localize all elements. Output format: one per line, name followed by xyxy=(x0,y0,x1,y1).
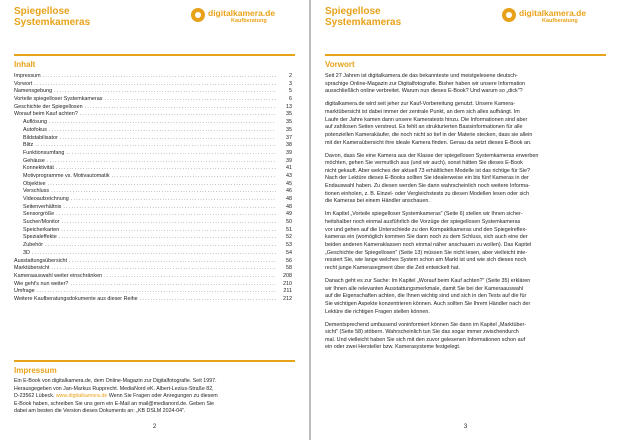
left-page xyxy=(0,0,309,440)
toc-entry[interactable] xyxy=(14,234,292,242)
toc-entry-label: Sucher/Monitor xyxy=(23,219,60,226)
paragraph-line: digitalkamera.de wird seit jeher zur Kauf-Vorbereitung genutzt. Unsere Kamera- xyxy=(325,101,515,108)
toc-entry-label: Spezialeffekte xyxy=(23,234,57,241)
toc-entry-page: 48 xyxy=(286,196,292,202)
paragraph-line: marktübersicht ist dabei immer der zentrale Punkt, an dem sich alles aufhängt. Im xyxy=(325,108,520,115)
toc-entry[interactable] xyxy=(14,142,292,150)
toc-leader-dots xyxy=(60,135,276,143)
paragraph-line: die Kameras bei einem Händler anschauen. xyxy=(325,198,430,205)
toc-entry-label: Vorteile spiegelloser Systemkameras xyxy=(14,96,103,103)
impressum-text xyxy=(14,378,294,416)
toc-entry-page: 211 xyxy=(283,288,292,295)
paragraph-line: potenziellen Kamerakäufer, die noch nicht so tief in der Materie stecken, dass sie allein xyxy=(325,131,533,138)
toc-entry[interactable] xyxy=(14,288,292,296)
paragraph-line: tionen einholen, z. B. Einzel- oder Vergleichstests zu diesen Modellen lesen oder sich xyxy=(325,190,530,197)
toc-entry[interactable] xyxy=(14,250,292,258)
logo-aperture-icon xyxy=(191,8,205,22)
toc-entry[interactable] xyxy=(14,227,292,235)
paragraph-line: auf zahllosen Seiten verstreut. Es fehlt an strukturierten Basisinformationen für alle xyxy=(325,124,523,131)
toc-leader-dots xyxy=(140,296,276,304)
toc-entry-page: 49 xyxy=(286,211,292,218)
paragraph-line: ressiert Sie, wie lange welches System schon am Markt ist und wie sich dieses noch xyxy=(325,257,527,264)
toc-entry-label: Ausstattungsübersicht xyxy=(14,257,68,264)
toc-leader-dots xyxy=(71,196,276,204)
toc-entry-label: Namensgebung xyxy=(14,88,53,95)
toc-leader-dots xyxy=(69,258,276,266)
toc-entry[interactable] xyxy=(14,181,292,189)
toc-leader-dots xyxy=(80,111,276,119)
toc-leader-dots xyxy=(45,242,276,250)
paragraph-line: Laufe der Jahre kamen dann unsere Kameratests hinzu. Die Informationen sind aber xyxy=(325,116,528,123)
foreword-paragraph xyxy=(325,322,607,353)
paragraph-line: möchten, gehen Sie vermutlich aus (und wir auch), sonst hätten Sie dieses E-Book xyxy=(325,160,523,167)
toc-leader-dots xyxy=(62,219,276,227)
toc-entry[interactable] xyxy=(14,104,292,112)
toc-entry[interactable] xyxy=(14,204,292,212)
toc-entry-label: Weitere Kaufberatungsdokumente aus dieser Reihe xyxy=(14,295,138,302)
impressum-line: Herausgegeben von Jan-Markus Rupprecht. MediaNord eK. Albert-Lezius-Straße 82, xyxy=(14,385,214,392)
toc-entry-label: Kameraauswahl weiter einschränken xyxy=(14,272,103,279)
table-of-contents xyxy=(14,73,292,304)
impressum-contact-text: Wenn Sie Fragen oder Anregungen zu diesem xyxy=(108,393,218,400)
toc-entry[interactable] xyxy=(14,188,292,196)
toc-leader-dots xyxy=(35,142,276,150)
paragraph-line: Endauswahl haben. Zu diesen werden Sie dann wahrscheinlich noch weitere Informa- xyxy=(325,183,530,190)
toc-entry-page: 53 xyxy=(286,242,292,249)
toc-entry-label: Auflösung xyxy=(23,119,47,126)
paragraph-line: heitshalber noch einmal ausführlich die Vorzüge der spiegellosen Systemkameras xyxy=(325,219,521,226)
toc-leader-dots xyxy=(51,265,276,273)
right-page xyxy=(311,0,620,440)
toc-entry[interactable] xyxy=(14,127,292,135)
toc-leader-dots xyxy=(43,73,276,81)
paragraph-line: sicht" (Seite 58) stöbern. Wahrscheinlich tun Sie das sogar immer zwischendurch xyxy=(325,329,519,336)
paragraph-line: vor und gehen auf die Unterschiede zu den Kompaktkameras und den Spiegelreflex- xyxy=(325,226,527,233)
toc-entry-label: Umfrage xyxy=(14,288,35,295)
toc-entry-page: 38 xyxy=(286,142,292,149)
toc-entry-page: 43 xyxy=(286,172,292,179)
impressum-line xyxy=(14,393,294,401)
toc-entry-page: 35 xyxy=(286,119,292,126)
toc-entry-label: 3D xyxy=(23,249,30,256)
toc-entry-label: Geschichte der Spiegellosen xyxy=(14,103,83,110)
toc-entry[interactable] xyxy=(14,165,292,173)
paragraph-line: kameras ein (womöglich kommen Sie dann noch zu dem Schluss, sich auch eine der xyxy=(325,234,528,241)
paragraph-line: wir Ihnen alle relevanten Ausstattungsmerkmale, damit Sie bei der Kameraauswahl xyxy=(325,285,524,292)
toc-entry-label: Sensorgröße xyxy=(23,211,55,218)
toc-entry[interactable] xyxy=(14,150,292,158)
toc-entry-page: 50 xyxy=(286,219,292,226)
toc-leader-dots xyxy=(70,281,276,289)
foreword-paragraph xyxy=(325,101,607,147)
section-title: Vorwort xyxy=(325,60,355,69)
toc-entry[interactable] xyxy=(14,173,292,181)
foreword-paragraph xyxy=(325,153,607,207)
toc-entry-page: 37 xyxy=(286,134,292,141)
toc-entry[interactable] xyxy=(14,219,292,227)
foreword-text xyxy=(325,73,607,357)
toc-leader-dots xyxy=(85,104,276,112)
toc-entry-label: Vorwort xyxy=(14,80,33,87)
toc-title: Inhalt xyxy=(14,60,36,69)
toc-entry[interactable] xyxy=(14,119,292,127)
impressum-line: dabei am besten die Version dieses Dokuments an: „KB DSLM 2024-04". xyxy=(14,408,186,415)
paragraph-line: mit der Kameraübersicht ihre ideale Kamera finden. Genau da setzt dieses E-Book an. xyxy=(325,139,532,146)
website-link[interactable]: www.digitalkamera.de xyxy=(55,393,108,400)
paragraph-line: Sie wichtigen Aspekte konzentrieren können. Auch sollten Sie Ihrem Händler nach der xyxy=(325,300,531,307)
toc-entry-page: 35 xyxy=(286,111,292,118)
toc-leader-dots xyxy=(112,173,276,181)
foreword-paragraph xyxy=(325,211,607,272)
toc-entry[interactable] xyxy=(14,88,292,96)
toc-entry-page: 41 xyxy=(286,165,292,172)
impressum-line: Ein E-Book von digitalkamera.de, dem Online-Magazin zur Digitalfotografie. Seit 1997. xyxy=(14,378,217,384)
toc-entry[interactable] xyxy=(14,73,292,81)
toc-entry-page: 51 xyxy=(286,226,292,233)
paragraph-line: Lektüre die richtigen Fragen stellen können. xyxy=(325,308,430,315)
toc-leader-dots xyxy=(47,181,276,189)
toc-entry-label: Bildstabilisator xyxy=(23,134,58,141)
toc-entry-page: 58 xyxy=(286,265,292,272)
toc-entry-page: 46 xyxy=(286,188,292,195)
toc-leader-dots xyxy=(47,158,276,166)
toc-entry-page: 210 xyxy=(283,280,292,287)
toc-entry-page: 2 xyxy=(289,73,292,79)
paragraph-line: Dementsprechend umfassend voninformiert können Sie dann im Kapitel „Marktüber- xyxy=(325,321,527,328)
toc-entry-page: 3 xyxy=(289,80,292,87)
toc-entry-page: 56 xyxy=(286,257,292,264)
toc-entry-page: 5 xyxy=(289,88,292,95)
toc-entry-page: 35 xyxy=(286,126,292,133)
toc-leader-dots xyxy=(56,211,276,219)
logo-subtitle: Kaufberatung xyxy=(231,18,267,24)
digitalkamera-logo xyxy=(502,8,606,28)
toc-leader-dots xyxy=(51,188,276,196)
toc-leader-dots xyxy=(104,96,276,104)
paragraph-line: Seit 27 Jahren ist digitalkamera.de das bekannteste und meistgelesene deutsch- xyxy=(325,73,518,79)
paragraph-line: ausschließlich online verbreitet. Warum nun dieses E-Book? Und warum so „dick"? xyxy=(325,88,523,95)
header-title xyxy=(14,7,90,28)
toc-entry-page: 52 xyxy=(286,234,292,241)
toc-entry[interactable] xyxy=(14,111,292,119)
toc-entry[interactable] xyxy=(14,242,292,250)
header-divider xyxy=(325,54,606,56)
toc-entry[interactable] xyxy=(14,211,292,219)
paragraph-line: Davon, dass Sie eine Kamera aus der Klasse der spiegellosen Systemkameras erwerben xyxy=(325,152,539,159)
toc-entry-page: 48 xyxy=(286,203,292,210)
foreword-paragraph xyxy=(325,73,607,96)
toc-entry[interactable] xyxy=(14,273,292,281)
paragraph-line: „Geschichte der Spiegellosen" (Seite 13) müssen Sie nicht lesen, aber vielleicht inte- xyxy=(325,249,528,256)
toc-entry-label: Marktübersicht xyxy=(14,265,50,272)
logo-aperture-icon xyxy=(502,8,516,22)
toc-entry-label: Seitenverhältnis xyxy=(23,203,62,210)
digitalkamera-logo xyxy=(191,8,295,28)
toc-entry-page: 13 xyxy=(286,103,292,110)
impressum-address: D-23562 Lübeck. xyxy=(14,393,55,400)
toc-entry-label: Autofokus xyxy=(23,126,47,133)
paragraph-line: sprachige Online-Magazin zur Digitalfotografie. Bisher haben wir unsere Information xyxy=(325,80,526,87)
toc-entry[interactable] xyxy=(14,81,292,89)
paragraph-line: mal. Und vielleicht haben Sie sich mit den zuvor gelesenen Informationen schon auf xyxy=(325,336,526,343)
toc-leader-dots xyxy=(49,127,276,135)
toc-leader-dots xyxy=(49,119,276,127)
toc-entry-page: 39 xyxy=(286,149,292,156)
paragraph-line: auf die Eigenschaften achten, die Ihnen wichtig sind und sich in den Tests auf die für xyxy=(325,293,527,300)
header-title-line1: Spiegellose xyxy=(14,6,70,17)
toc-entry[interactable] xyxy=(14,265,292,273)
toc-leader-dots xyxy=(37,288,276,296)
header-title-line2: Systemkameras xyxy=(325,16,402,28)
toc-leader-dots xyxy=(32,250,276,258)
toc-entry-label: Blitz xyxy=(23,142,34,149)
toc-entry[interactable] xyxy=(14,296,292,304)
logo-brand: digitalkamera.de xyxy=(208,8,276,18)
paragraph-line: nicht gekauft. Aber welches der aktuell 73 erhältlichen Modelle ist das richtige für Sie? xyxy=(325,167,530,174)
toc-entry-label: Verschluss xyxy=(23,188,50,195)
toc-entry-label: Objektive xyxy=(23,180,46,187)
impressum-title: Impressum xyxy=(14,366,57,375)
impressum-divider xyxy=(14,360,295,362)
header-divider xyxy=(14,54,295,56)
header-title-line2: Systemkameras xyxy=(14,16,91,28)
page-number: 3 xyxy=(463,424,468,430)
toc-leader-dots xyxy=(59,234,276,242)
foreword-paragraph xyxy=(325,278,607,316)
toc-entry[interactable] xyxy=(14,196,292,204)
impressum-line: E-Book haben, schreiben Sie uns gern ein E-Mail an mail@medianord.de. Geben Sie xyxy=(14,400,215,407)
toc-leader-dots xyxy=(56,165,276,173)
toc-entry-label: Konnektivität xyxy=(23,165,54,172)
paragraph-line: Danach geht es zur Sache: Im Kapitel „Worauf beim Kauf achten?" (Seite 35) erklären xyxy=(325,277,531,284)
toc-leader-dots xyxy=(61,227,276,235)
toc-leader-dots xyxy=(34,81,276,89)
toc-entry-page: 45 xyxy=(286,180,292,187)
toc-entry-label: Wie geht's nun weiter? xyxy=(14,280,69,287)
toc-entry[interactable] xyxy=(14,135,292,143)
logo-subtitle: Kaufberatung xyxy=(542,18,578,24)
toc-entry-label: Funktionsumfang xyxy=(23,149,65,156)
toc-leader-dots xyxy=(54,88,276,96)
paragraph-line: Nach der Lektüre dieses E-Books sollten Sie idealerweise ein bis fünf Kameras in der xyxy=(325,175,529,182)
toc-entry-page: 54 xyxy=(286,249,292,256)
toc-leader-dots xyxy=(104,273,276,281)
paragraph-line: recht junge Kamerasegment über die Zeit entwickelt hat. xyxy=(325,264,460,271)
toc-entry-label: Speicherkarten xyxy=(23,226,60,233)
toc-leader-dots xyxy=(66,150,276,158)
toc-entry[interactable] xyxy=(14,258,292,266)
logo-brand: digitalkamera.de xyxy=(519,8,587,18)
toc-entry-page: 208 xyxy=(283,272,292,279)
paragraph-line: beiden anderen Kameraklassen noch einmal näher anschauen zu wollen). Das Kapitel xyxy=(325,242,532,249)
toc-entry-label: Impressum xyxy=(14,73,41,79)
toc-entry-page: 6 xyxy=(289,96,292,103)
toc-entry[interactable] xyxy=(14,96,292,104)
toc-entry-label: Motivprogramme vs. Motivautomatik xyxy=(23,172,110,179)
paragraph-line: Im Kapitel „Vorteile spiegelloser Systemkameras" (Seite 6) stellen wir Ihnen sicher- xyxy=(325,211,523,218)
toc-entry-page: 212 xyxy=(283,295,292,302)
toc-entry-page: 39 xyxy=(286,157,292,164)
toc-entry[interactable] xyxy=(14,158,292,166)
toc-entry-label: Zubehör xyxy=(23,242,44,249)
header-title-line1: Spiegellose xyxy=(325,6,381,17)
toc-entry-label: Worauf beim Kauf achten? xyxy=(14,111,78,118)
toc-entry-label: Videoaufzeichnung xyxy=(23,196,69,202)
toc-leader-dots xyxy=(63,204,276,212)
toc-entry[interactable] xyxy=(14,281,292,289)
page-number: 2 xyxy=(152,424,157,430)
header-title xyxy=(325,7,401,28)
paragraph-line: ein oder zwei Hersteller bzw. Kamerasysteme festgelegt. xyxy=(325,344,461,351)
toc-entry-label: Gehäuse xyxy=(23,157,45,164)
